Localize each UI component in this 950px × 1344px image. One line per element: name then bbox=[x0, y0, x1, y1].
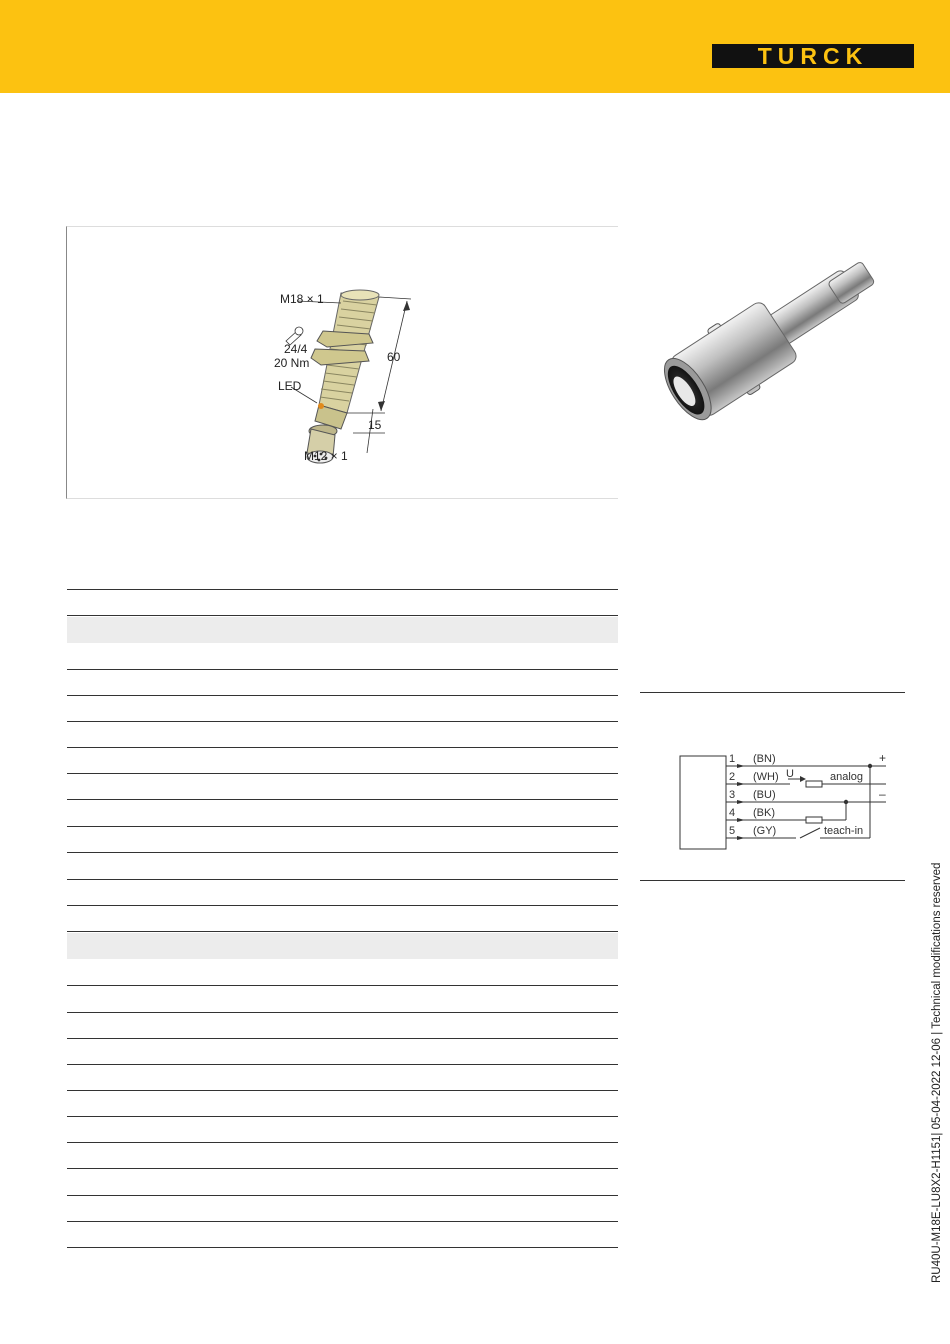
table-row bbox=[67, 1065, 618, 1091]
connector-label: M12 × 1 bbox=[304, 449, 348, 463]
table-row bbox=[67, 774, 618, 800]
pin-4-number: 4 bbox=[729, 807, 736, 819]
table-row bbox=[67, 1117, 618, 1143]
teach-in-label: teach-in bbox=[824, 825, 864, 837]
table-row bbox=[67, 1143, 618, 1169]
table-row bbox=[67, 696, 618, 722]
dimension-drawing-panel bbox=[66, 226, 618, 499]
led-label: LED bbox=[278, 379, 302, 393]
table-section-header bbox=[67, 933, 618, 959]
wiring-divider-top bbox=[640, 692, 905, 693]
table-row bbox=[67, 1196, 618, 1222]
pin-3-number: 3 bbox=[729, 789, 736, 801]
table-row bbox=[67, 644, 618, 670]
pin-3-color: (BU) bbox=[753, 789, 776, 801]
u-label: U bbox=[786, 768, 794, 780]
minus-label: – bbox=[879, 787, 886, 801]
table-row bbox=[67, 906, 618, 932]
table-row bbox=[67, 564, 618, 590]
pin-2-color: (WH) bbox=[753, 771, 779, 783]
table-row bbox=[67, 801, 618, 827]
table-row bbox=[67, 960, 618, 986]
wiring-divider-bottom bbox=[640, 880, 905, 881]
pin-5-color: (GY) bbox=[753, 825, 777, 837]
table-row bbox=[67, 748, 618, 774]
table-row bbox=[67, 827, 618, 853]
table-row bbox=[67, 880, 618, 906]
sensor-body bbox=[307, 290, 379, 463]
table-row bbox=[67, 1222, 618, 1248]
analog-label: analog bbox=[830, 771, 864, 783]
wiring-diagram bbox=[670, 745, 900, 855]
table-row bbox=[67, 670, 618, 696]
table-section-header bbox=[67, 617, 618, 643]
header-bar bbox=[0, 0, 950, 93]
table-row bbox=[67, 1091, 618, 1117]
torque-label-2: 20 Nm bbox=[274, 356, 310, 370]
turck-logo: TURCK bbox=[712, 44, 914, 68]
table-row bbox=[67, 1170, 618, 1196]
table-row bbox=[67, 590, 618, 616]
torque-label-1: 24/4 bbox=[284, 342, 308, 356]
pin-4-color: (BK) bbox=[753, 807, 775, 819]
connector-length-label: 15 bbox=[368, 418, 382, 432]
thread-label: M18 × 1 bbox=[280, 292, 324, 306]
dimension-drawing bbox=[67, 227, 619, 500]
pin-5-number: 5 bbox=[729, 825, 736, 837]
sensor-block bbox=[680, 756, 726, 849]
table-row bbox=[67, 722, 618, 748]
product-photo bbox=[630, 230, 890, 440]
plus-label: + bbox=[879, 751, 887, 765]
length-label: 60 bbox=[387, 350, 401, 364]
table-row bbox=[67, 987, 618, 1013]
footer-side-note: RU40U-M18E-LU8X2-H1151| 05-04-2022 12-06 | Technical modifications reserved bbox=[931, 862, 943, 1283]
pin-1-number: 1 bbox=[729, 753, 736, 765]
pin-1-color: (BN) bbox=[753, 753, 776, 765]
pin-2-number: 2 bbox=[729, 771, 736, 783]
table-row bbox=[67, 1013, 618, 1039]
table-row bbox=[67, 854, 618, 880]
table-row bbox=[67, 1039, 618, 1065]
